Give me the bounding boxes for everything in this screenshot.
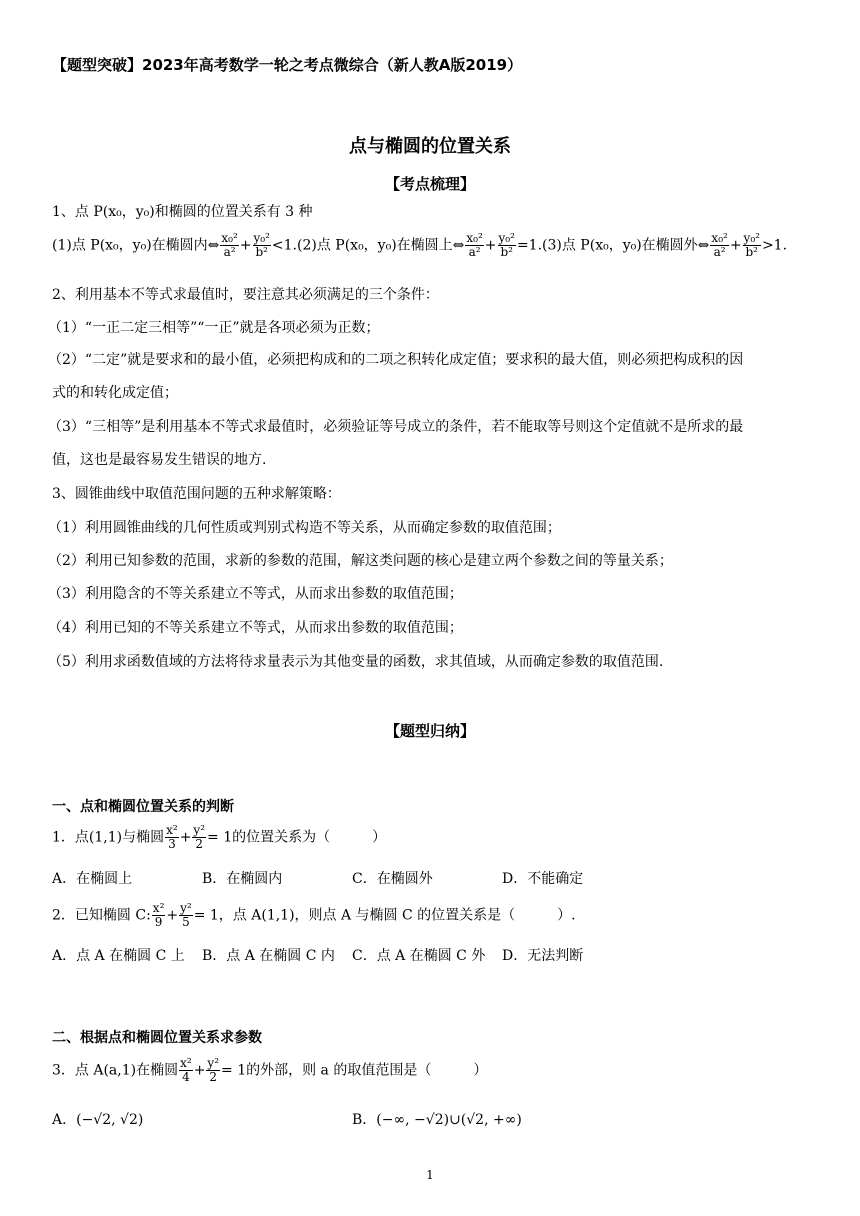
review-item-3-2: （2）利用已知参数的范围，求新的参数的范围，解这类问题的核心是建立两个参数之间的等量关系； [48, 553, 673, 569]
case-inside-text: (1)点 P(x₀，y₀)在椭圆内⇔ [52, 237, 220, 254]
part-2-heading: 二、根据点和椭圆位置关系求参数 [52, 1030, 262, 1046]
fraction: $\frac{\text{y₀²}}{\text{b²}}$ [253, 231, 270, 259]
question-2: 2．已知椭圆 C: $\frac{\text{x²}}{9}$ + $\frac{\text{y²}}{5}$ = 1，点 A(1,1)，则点 A 与椭圆 C 的位置关系是（ ）. [52, 901, 576, 929]
q2-option-a: A．点 A 在椭圆 C 上 [52, 948, 185, 964]
q3-option-a: A．(−√2, √2) [52, 1112, 144, 1128]
review-item-3-5: （5）利用求函数值域的方法将待求量表示为其他变量的函数，求其值域，从而确定参数的取值范围. [48, 654, 664, 670]
document-header: 【题型突破】2023年高考数学一轮之考点微综合（新人教A版2019） [52, 56, 523, 74]
review-item-2: 2、利用基本不等式求最值时，要注意其必须满足的三个条件： [52, 287, 439, 303]
section-types-heading: 【题型归纳】 [384, 722, 475, 740]
case-outside-text: =1.(3)点 P(x₀，y₀)在椭圆外⇔ [516, 237, 710, 254]
q2-option-d: D．无法判断 [502, 948, 584, 964]
fraction: $\frac{\text{x²}}{4}$ [180, 1056, 192, 1084]
case-on-text: <1.(2)点 P(x₀，y₀)在椭圆上⇔ [271, 237, 465, 254]
question-3: 3．点 A(a,1)在椭圆 $\frac{\text{x²}}{4}$ + $\frac{\text{y²}}{2}$ = 1的外部，则 a 的取值范围是（ ） [52, 1056, 488, 1084]
fraction: $\frac{\text{y₀²}}{\text{b²}}$ [743, 231, 760, 259]
review-item-1: 1、点 P(x₀，y₀)和椭圆的位置关系有 3 种 [52, 204, 313, 220]
fraction: $\frac{\text{y²}}{2}$ [193, 823, 206, 851]
review-item-3-3: （3）利用隐含的不等关系建立不等式，从而求出参数的取值范围； [48, 586, 463, 602]
q3-option-b: B．(−∞, −√2)∪(√2, +∞) [352, 1112, 522, 1128]
review-item-1-detail: (1)点 P(x₀，y₀)在椭圆内⇔ $\frac{\text{x₀²}}{\text{a²}}$ + $\frac{\text{y₀²}}{\text{b²}}$ <1.(2)点 P(x₀，y₀)在椭圆上⇔ $\frac{\text{x₀²}}{\text{a²}}$ + $\frac{\text{y₀²}}{\text{b²}}$ =1.(3)点 P(x₀，y₀)在椭圆外⇔ $\frac{\text{x₀²}}{\text{a²}}$ + $\frac{\text{y₀²}}{\text{b²}}$ >1. [52, 231, 788, 259]
review-item-3-4: （4）利用已知的不等关系建立不等式，从而求出参数的取值范围； [48, 620, 463, 636]
page-number: 1 [426, 1168, 434, 1182]
q1-option-d: D．不能确定 [502, 871, 584, 887]
fraction: $\frac{\text{y₀²}}{\text{b²}}$ [498, 231, 515, 259]
review-item-3: 3、圆锥曲线中取值范围问题的五种求解策略： [52, 486, 341, 502]
part-1-heading: 一、点和椭圆位置关系的判断 [52, 799, 234, 815]
q1-option-c: C．在椭圆外 [352, 871, 433, 887]
question-1: 1．点(1,1)与椭圆 $\frac{\text{x²}}{3}$ + $\frac{\text{y²}}{2}$ = 1的位置关系为（ ） [52, 823, 387, 851]
fraction: $\frac{\text{x₀²}}{\text{a²}}$ [466, 231, 483, 259]
review-item-2-1: （1）“一正二定三相等”“一正”就是各项必须为正数； [48, 320, 380, 336]
fraction: $\frac{\text{y²}}{5}$ [180, 901, 192, 929]
fraction: $\frac{\text{x²}}{9}$ [152, 901, 165, 929]
fraction: $\frac{\text{x₀²}}{\text{a²}}$ [221, 231, 238, 259]
review-item-2-3b: 值，这也是最容易发生错误的地方. [52, 452, 267, 468]
q1-option-a: A．在椭圆上 [52, 871, 133, 887]
review-item-2-2a: （2）“二定”就是要求和的最小值，必须把构成和的二项之积转化成定值；要求积的最大值，则必须把构成积的因 [48, 352, 744, 368]
q2-option-b: B．点 A 在椭圆 C 内 [202, 948, 335, 964]
page-title: 点与椭圆的位置关系 [349, 136, 511, 157]
fraction: $\frac{\text{y²}}{2}$ [207, 1056, 220, 1084]
section-review-heading: 【考点梳理】 [384, 175, 475, 193]
fraction: $\frac{\text{x₀²}}{\text{a²}}$ [711, 231, 728, 259]
fraction: $\frac{\text{x²}}{3}$ [166, 823, 178, 851]
review-item-3-1: （1）利用圆锥曲线的几何性质或判别式构造不等关系，从而确定参数的取值范围； [48, 520, 561, 536]
review-item-2-3a: （3）“三相等”是利用基本不等式求最值时，必须验证等号成立的条件，若不能取等号则这个定值就不是所求的最 [48, 419, 744, 435]
review-item-2-2b: 式的和转化成定值； [52, 385, 178, 401]
q2-option-c: C．点 A 在椭圆 C 外 [352, 948, 486, 964]
q1-option-b: B．在椭圆内 [202, 871, 283, 887]
